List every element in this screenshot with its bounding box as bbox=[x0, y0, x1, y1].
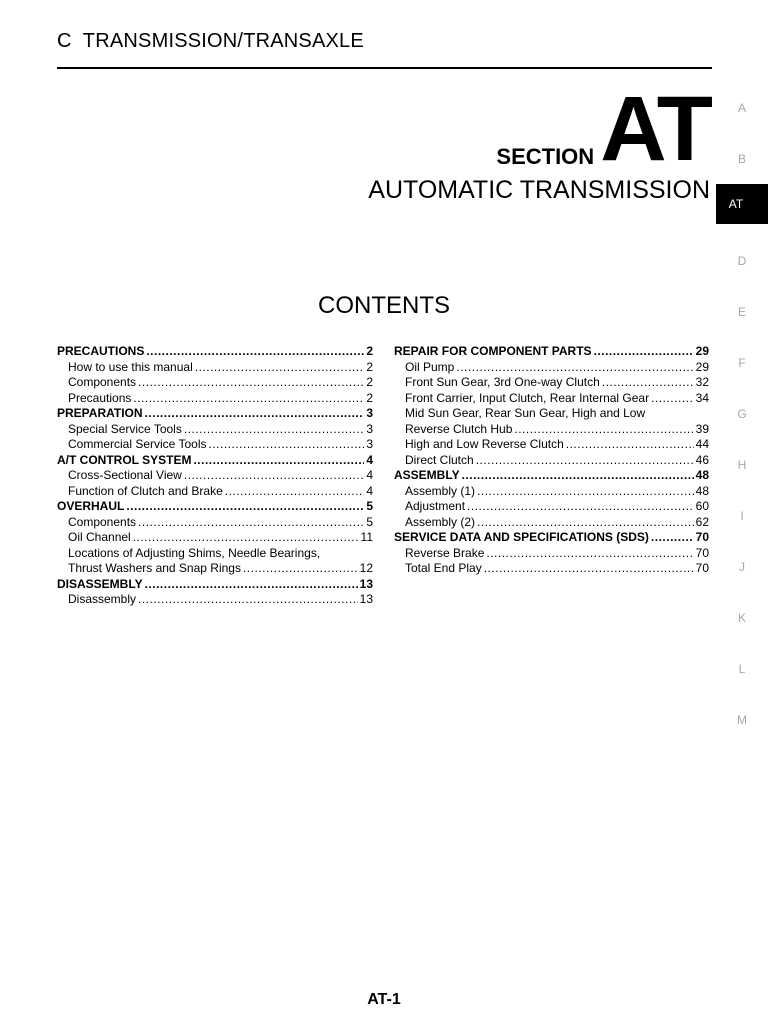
section-tab-label: G bbox=[737, 406, 747, 421]
section-tab-label: K bbox=[737, 610, 746, 625]
toc-chapter-entry[interactable] bbox=[394, 468, 709, 484]
toc-dot-leader bbox=[484, 561, 694, 577]
toc-page-number: 44 bbox=[695, 437, 709, 451]
toc-page-number: 13 bbox=[359, 592, 373, 606]
section-heading bbox=[496, 78, 710, 180]
toc-entry-label: Components bbox=[68, 375, 137, 389]
toc-page-number: 2 bbox=[366, 359, 373, 374]
toc-subentry[interactable] bbox=[57, 375, 373, 391]
section-tab-k[interactable] bbox=[716, 592, 768, 643]
toc-subentry[interactable] bbox=[394, 453, 709, 469]
toc-entry-label: Front Carrier, Input Clutch, Rear Internal Gear bbox=[405, 390, 650, 405]
toc-page-number: 29 bbox=[695, 344, 709, 358]
contents-heading: CONTENTS bbox=[318, 292, 450, 319]
toc-dot-leader bbox=[184, 468, 364, 484]
toc-page-number: 32 bbox=[695, 375, 709, 389]
toc-subentry[interactable] bbox=[394, 499, 709, 515]
section-tab-l[interactable] bbox=[716, 643, 768, 694]
toc-dot-leader bbox=[243, 561, 358, 577]
section-tab-b[interactable] bbox=[716, 133, 768, 184]
section-word: SECTION bbox=[496, 144, 595, 169]
toc-page-number: 62 bbox=[695, 514, 709, 529]
toc-page-number: 3 bbox=[366, 437, 373, 451]
toc-page-number: 4 bbox=[366, 452, 373, 467]
toc-page-number: 48 bbox=[695, 483, 709, 498]
toc-entry-label: Oil Channel bbox=[68, 530, 131, 544]
toc-dot-leader bbox=[209, 437, 365, 453]
section-tab-m[interactable] bbox=[716, 694, 768, 745]
toc-page-number: 3 bbox=[366, 406, 373, 420]
toc-entry-label: Assembly (2) bbox=[405, 514, 476, 529]
section-tab-e[interactable] bbox=[716, 286, 768, 337]
section-tab-label: J bbox=[739, 559, 745, 574]
toc-entry-label: Precautions bbox=[68, 390, 132, 405]
section-tab-at[interactable] bbox=[716, 184, 768, 224]
toc-subentry[interactable] bbox=[394, 422, 709, 438]
section-tab-d[interactable] bbox=[716, 235, 768, 286]
section-tab-i[interactable] bbox=[716, 490, 768, 541]
toc-entry-label: Total End Play bbox=[405, 561, 482, 575]
section-tab-label: E bbox=[737, 304, 746, 319]
toc-page-number: 2 bbox=[366, 344, 373, 358]
toc-page-number: 5 bbox=[366, 499, 373, 513]
toc-entry-label: Components bbox=[68, 514, 137, 529]
toc-subentry[interactable] bbox=[57, 360, 373, 376]
toc-dot-leader bbox=[138, 375, 364, 391]
toc-page-number: 5 bbox=[366, 514, 373, 529]
toc-entry-label: Function of Clutch and Brake bbox=[68, 483, 223, 498]
section-name: AUTOMATIC TRANSMISSION bbox=[368, 176, 710, 204]
section-tab-label: I bbox=[740, 508, 744, 523]
toc-page-number: 60 bbox=[695, 499, 709, 513]
toc-chapter-entry[interactable] bbox=[394, 344, 709, 360]
toc-dot-leader bbox=[145, 406, 365, 422]
toc-dot-leader bbox=[462, 468, 694, 484]
toc-dot-leader bbox=[467, 499, 694, 515]
toc-dot-leader bbox=[145, 577, 358, 593]
toc-chapter-entry[interactable] bbox=[57, 344, 373, 360]
toc-entry-label: Disassembly bbox=[68, 592, 137, 606]
toc-page-number: 4 bbox=[366, 468, 373, 482]
toc-page-number: 70 bbox=[695, 561, 709, 575]
toc-entry-text[interactable]: Locations of Adjusting Shims, Needle Bearings, bbox=[68, 545, 321, 560]
toc-dot-leader bbox=[477, 484, 694, 500]
toc-subentry[interactable] bbox=[394, 360, 709, 376]
toc-subentry[interactable] bbox=[57, 592, 373, 608]
toc-subentry[interactable] bbox=[394, 375, 709, 391]
toc-entry-label: How to use this manual bbox=[68, 359, 193, 374]
toc-chapter-entry[interactable] bbox=[57, 406, 373, 422]
toc-entry-label: Thrust Washers and Snap Rings bbox=[68, 561, 241, 575]
toc-page-number: 39 bbox=[695, 421, 709, 436]
toc-page-number: 34 bbox=[695, 390, 709, 405]
section-tab-f[interactable] bbox=[716, 337, 768, 388]
toc-dot-leader bbox=[566, 437, 694, 453]
toc-right-column bbox=[394, 344, 709, 577]
toc-entry-label: Commercial Service Tools bbox=[68, 437, 207, 451]
toc-dot-leader bbox=[602, 375, 694, 391]
toc-entry-label: Adjustment bbox=[405, 499, 466, 513]
toc-entry-label: A/T CONTROL SYSTEM bbox=[57, 452, 192, 467]
section-tab-g[interactable] bbox=[716, 388, 768, 439]
toc-entry-label: OVERHAUL bbox=[57, 499, 125, 513]
toc-page-number: 46 bbox=[695, 452, 709, 467]
toc-dot-leader bbox=[138, 592, 358, 608]
toc-dot-leader bbox=[138, 515, 364, 531]
toc-page-number: 12 bbox=[359, 561, 373, 575]
toc-dot-leader bbox=[133, 530, 359, 546]
toc-entry-label: Cross-Sectional View bbox=[68, 468, 182, 482]
toc-chapter-entry[interactable] bbox=[394, 530, 709, 546]
toc-entry-label: ASSEMBLY bbox=[394, 468, 460, 482]
toc-dot-leader bbox=[456, 360, 693, 376]
toc-entry-label: SERVICE DATA AND SPECIFICATIONS (SDS) bbox=[394, 530, 649, 544]
toc-subentry[interactable] bbox=[394, 515, 709, 531]
toc-dot-leader bbox=[486, 546, 693, 562]
toc-left-column bbox=[57, 344, 373, 608]
toc-entry-label: Oil Pump bbox=[405, 359, 455, 374]
toc-dot-leader bbox=[126, 499, 364, 515]
header-title: C TRANSMISSION/TRANSAXLE bbox=[57, 30, 364, 52]
section-code: AT bbox=[600, 78, 710, 180]
toc-entry-label: Reverse Clutch Hub bbox=[405, 421, 513, 436]
toc-dot-leader bbox=[651, 391, 694, 407]
toc-dot-leader bbox=[193, 453, 364, 469]
toc-entry-label: Reverse Brake bbox=[405, 545, 485, 560]
toc-page-number: 70 bbox=[695, 545, 709, 560]
toc-subentry[interactable] bbox=[57, 484, 373, 500]
toc-chapter-entry[interactable] bbox=[57, 577, 373, 593]
toc-entry-text[interactable]: Mid Sun Gear, Rear Sun Gear, High and Low bbox=[405, 406, 646, 420]
section-tab-label: AT bbox=[728, 197, 744, 211]
toc-subentry[interactable] bbox=[394, 561, 709, 577]
toc-entry-label: Front Sun Gear, 3rd One-way Clutch bbox=[405, 375, 600, 389]
toc-subentry[interactable] bbox=[57, 437, 373, 453]
toc-subentry[interactable] bbox=[57, 468, 373, 484]
toc-subentry[interactable] bbox=[57, 391, 373, 407]
toc-entry-label: Assembly (1) bbox=[405, 483, 476, 498]
toc-page-number: 48 bbox=[695, 468, 709, 482]
toc-page-number: 13 bbox=[359, 576, 373, 591]
toc-dot-leader bbox=[514, 422, 693, 438]
toc-entry-label: DISASSEMBLY bbox=[57, 576, 143, 591]
section-tab-a[interactable] bbox=[716, 82, 768, 133]
toc-subentry[interactable] bbox=[394, 391, 709, 407]
toc-dot-leader bbox=[225, 484, 365, 500]
section-tab-label: L bbox=[738, 661, 746, 676]
toc-entry-label: PRECAUTIONS bbox=[57, 344, 145, 358]
section-index-tabs bbox=[716, 82, 768, 745]
toc-dot-leader bbox=[477, 515, 694, 531]
toc-subentry[interactable] bbox=[57, 422, 373, 438]
section-tab-label: D bbox=[737, 253, 747, 268]
toc-dot-leader bbox=[146, 344, 364, 360]
toc-page-number: 4 bbox=[366, 483, 373, 498]
section-tab-label: M bbox=[737, 712, 747, 727]
section-tab-label: H bbox=[737, 457, 747, 472]
toc-entry-label: REPAIR FOR COMPONENT PARTS bbox=[394, 344, 592, 358]
toc-dot-leader bbox=[184, 422, 364, 438]
toc-page-number: 70 bbox=[695, 530, 709, 544]
section-tab-h[interactable] bbox=[716, 439, 768, 490]
toc-dot-leader bbox=[476, 453, 694, 469]
section-tab-label: A bbox=[737, 100, 746, 115]
toc-subentry[interactable] bbox=[57, 515, 373, 531]
header-rule bbox=[57, 67, 712, 69]
toc-chapter-entry[interactable] bbox=[57, 453, 373, 469]
section-tab-label: F bbox=[738, 355, 746, 370]
toc-page-number: 29 bbox=[695, 359, 709, 374]
toc-entry-label: PREPARATION bbox=[57, 406, 143, 420]
toc-page-number: 11 bbox=[360, 530, 373, 544]
toc-page-number: 2 bbox=[366, 390, 373, 405]
toc-subentry[interactable] bbox=[394, 546, 709, 562]
toc-dot-leader bbox=[651, 530, 694, 546]
toc-entry-label: Special Service Tools bbox=[68, 421, 182, 436]
section-tab-label: B bbox=[737, 151, 746, 166]
toc-dot-leader bbox=[594, 344, 694, 360]
toc-subentry[interactable] bbox=[394, 437, 709, 453]
toc-subentry[interactable] bbox=[57, 561, 373, 577]
toc-subentry[interactable] bbox=[394, 484, 709, 500]
toc-subentry[interactable] bbox=[57, 530, 373, 546]
page-number: AT-1 bbox=[367, 991, 401, 1008]
toc-chapter-entry[interactable] bbox=[57, 499, 373, 515]
section-tab-j[interactable] bbox=[716, 541, 768, 592]
toc-dot-leader bbox=[195, 360, 365, 376]
toc-dot-leader bbox=[133, 391, 364, 407]
toc-entry-label: High and Low Reverse Clutch bbox=[405, 437, 564, 451]
toc-page-number: 2 bbox=[366, 375, 373, 389]
toc-entry-label: Direct Clutch bbox=[405, 452, 474, 467]
toc-page-number: 3 bbox=[366, 421, 373, 436]
